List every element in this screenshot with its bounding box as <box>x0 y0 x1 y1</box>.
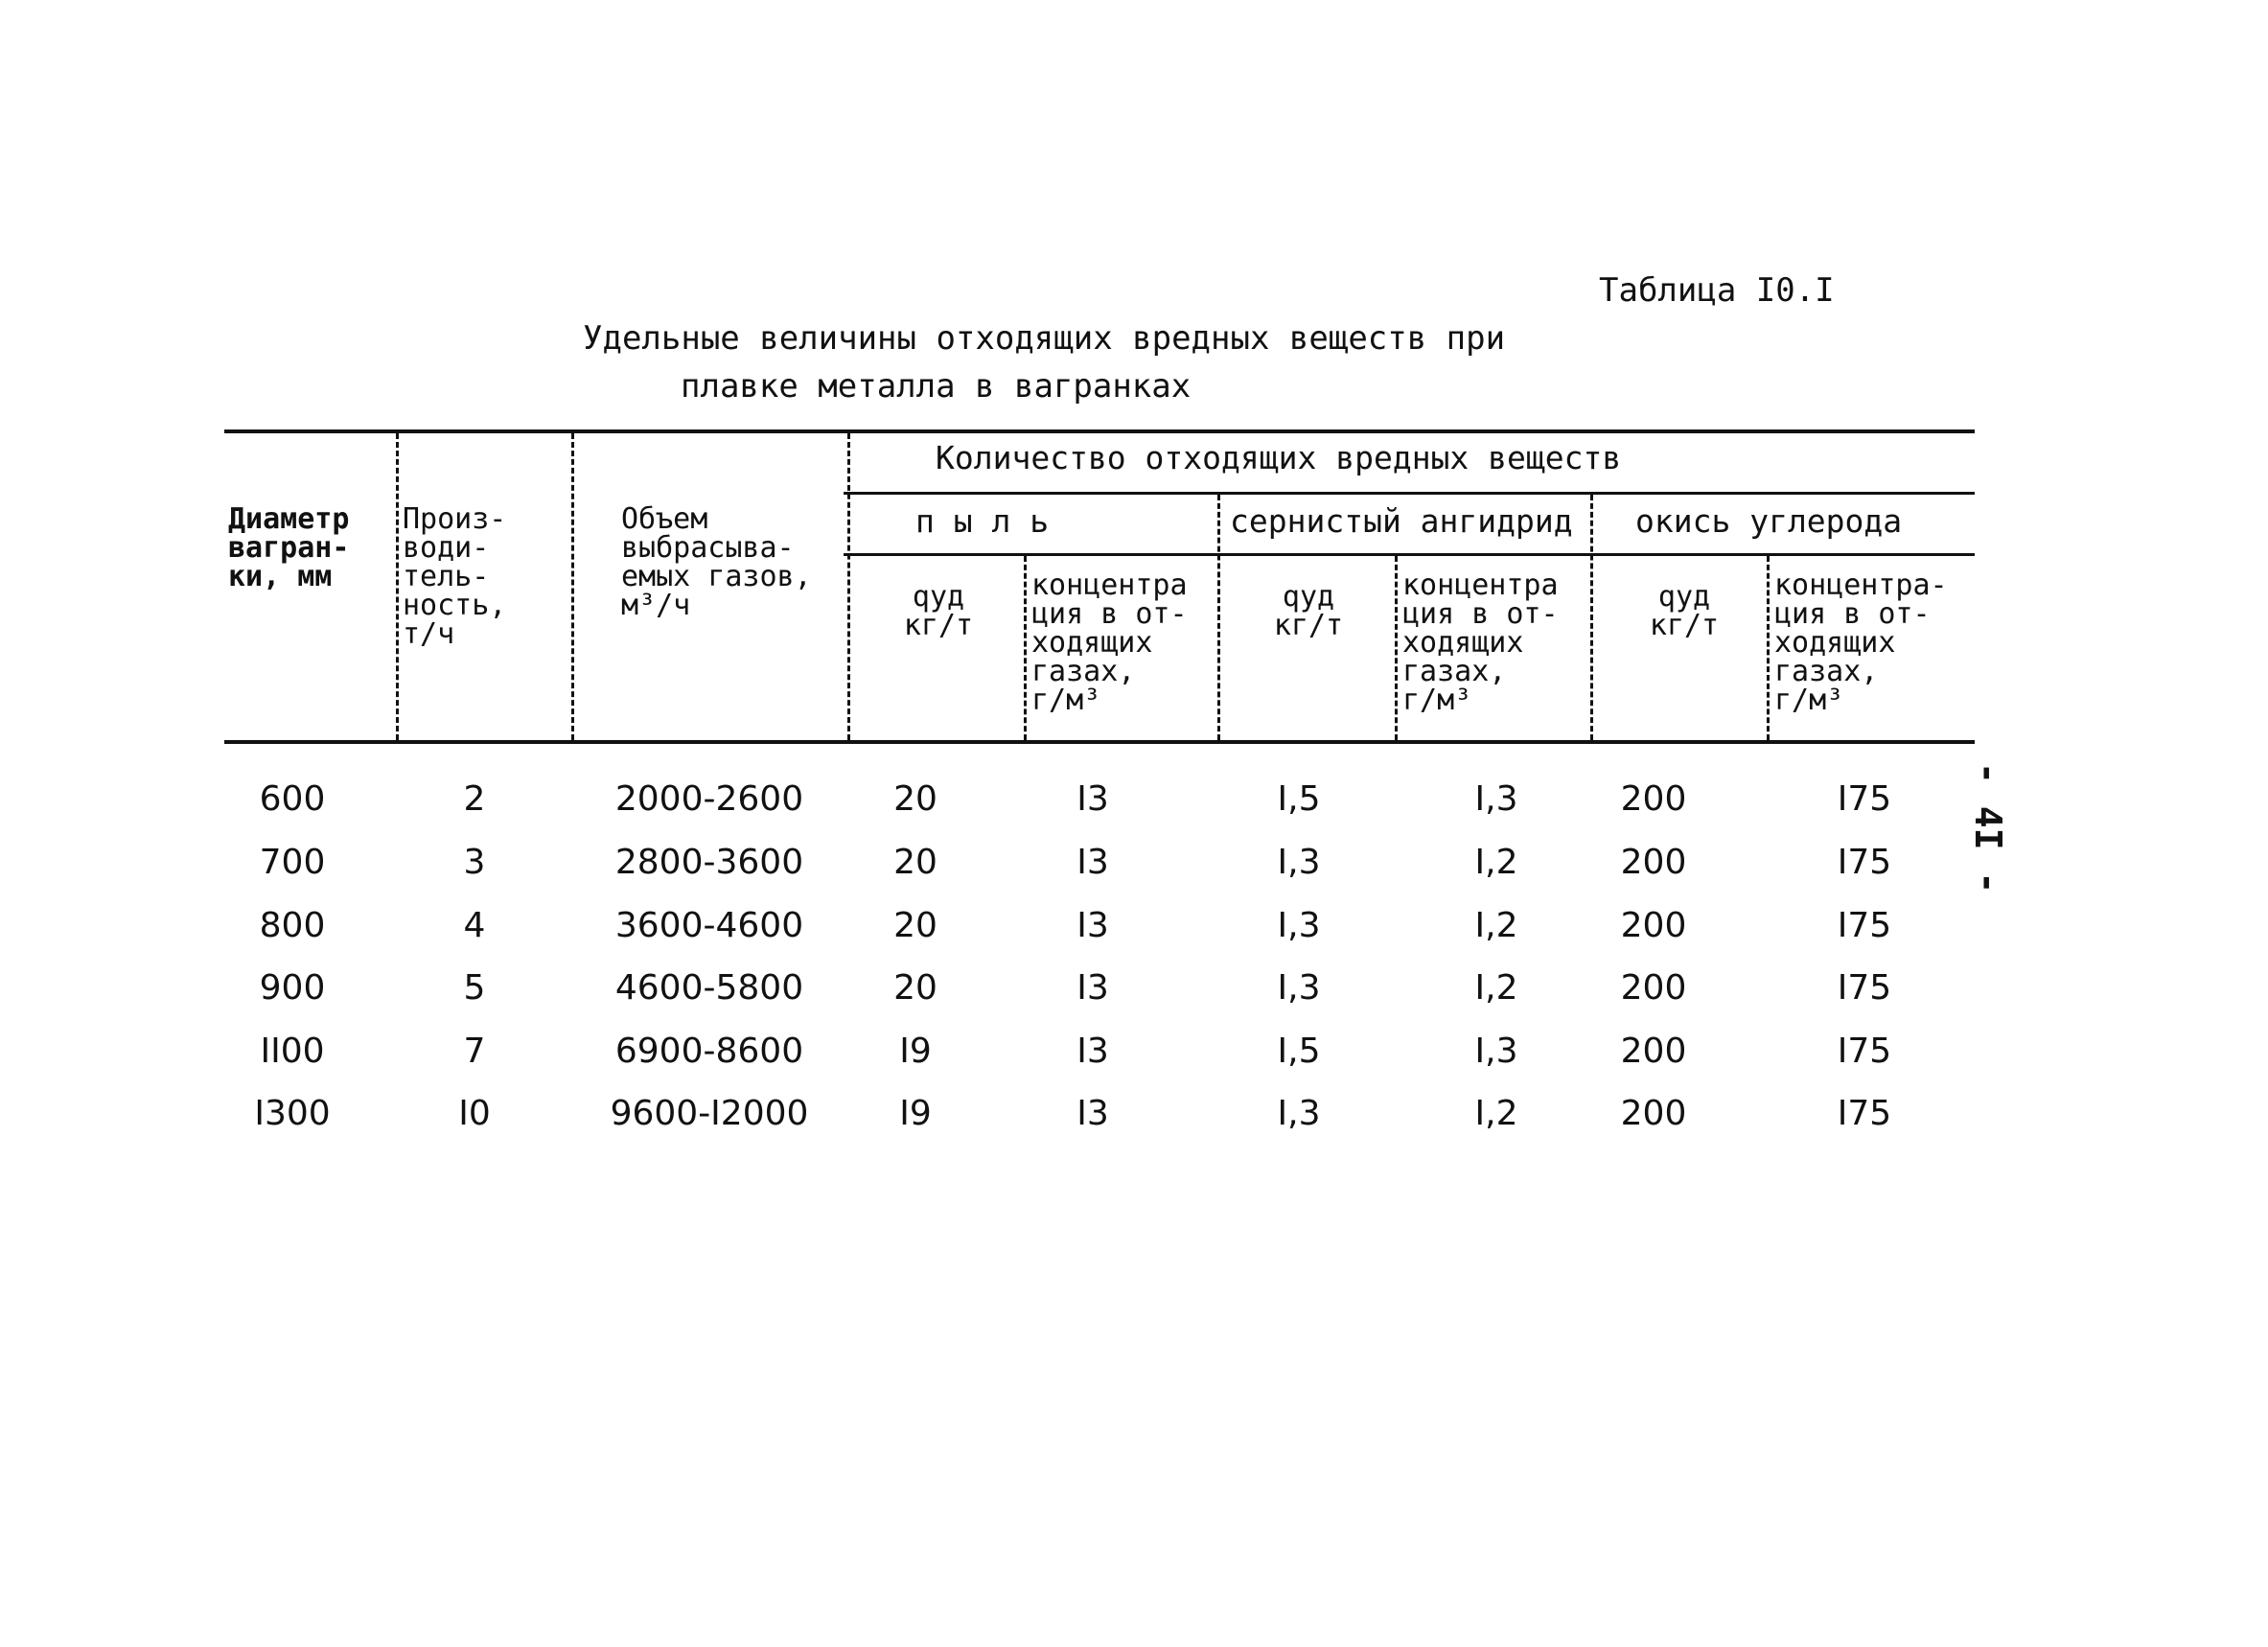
cell-dust-concentration: I3 <box>1076 1094 1109 1133</box>
cell-productivity: 5 <box>463 968 486 1008</box>
cell-dust-specific: I9 <box>899 1094 932 1133</box>
header-carbon-monoxide: окись углерода <box>1635 502 1903 540</box>
cell-diameter: 700 <box>259 843 326 882</box>
column-separator <box>1217 495 1220 740</box>
column-separator <box>396 433 399 740</box>
cell-co-concentration: I75 <box>1837 779 1892 819</box>
header-co-specific: qуд кг/т <box>1649 580 1720 642</box>
cell-productivity: 7 <box>463 1032 486 1071</box>
cell-co-concentration: I75 <box>1837 906 1892 945</box>
cell-dust-concentration: I3 <box>1076 1032 1109 1071</box>
cell-so2-concentration: I,2 <box>1474 843 1518 882</box>
table-title-line-2: плавке металла в вагранках <box>681 367 1192 406</box>
header-sulfur-dioxide: сернистый ангидрид <box>1230 502 1573 540</box>
column-separator <box>1395 556 1398 740</box>
column-separator <box>1024 556 1027 740</box>
cell-co-specific: 200 <box>1620 906 1687 945</box>
cell-so2-concentration: I,3 <box>1474 779 1518 819</box>
header-bottom-rule <box>224 740 1975 744</box>
group-header-rule <box>844 492 1975 495</box>
cell-co-concentration: I75 <box>1837 843 1892 882</box>
cell-dust-concentration: I3 <box>1076 779 1109 819</box>
cell-gas-volume: 9600-I2000 <box>610 1094 809 1133</box>
header-co-concentration: концентра- ция в от- ходящих газах, г/м³ <box>1774 568 1948 717</box>
cell-diameter: 800 <box>259 906 326 945</box>
header-diameter: Диаметр вагран- ки, мм <box>228 502 350 593</box>
cell-so2-concentration: I,3 <box>1474 1032 1518 1071</box>
cell-co-specific: 200 <box>1620 843 1687 882</box>
cell-productivity: 2 <box>463 779 486 819</box>
column-separator <box>1590 495 1593 740</box>
cell-gas-volume: 6900-8600 <box>614 1032 804 1071</box>
page-number: - 4I - <box>1967 762 2009 894</box>
cell-so2-specific: I,5 <box>1277 1032 1321 1071</box>
cell-diameter: II00 <box>260 1032 325 1071</box>
cell-productivity: 3 <box>463 843 486 882</box>
cell-gas-volume: 4600-5800 <box>614 968 804 1008</box>
cell-so2-specific: I,3 <box>1277 843 1321 882</box>
header-gas-volume: Объем выбрасыва- емых газов, м³/ч <box>621 502 812 622</box>
header-so2-specific: qуд кг/т <box>1273 580 1344 642</box>
subgroup-header-rule <box>844 553 1975 556</box>
cell-so2-specific: I,5 <box>1277 779 1321 819</box>
header-dust: п ы л ь <box>915 502 1050 540</box>
cell-diameter: 900 <box>259 968 326 1008</box>
cell-diameter: 600 <box>259 779 326 819</box>
cell-dust-specific: 20 <box>893 906 937 945</box>
cell-dust-concentration: I3 <box>1076 843 1109 882</box>
cell-co-specific: 200 <box>1620 779 1687 819</box>
cell-co-specific: 200 <box>1620 1094 1687 1133</box>
table-top-rule <box>224 429 1975 433</box>
cell-dust-specific: I9 <box>899 1032 932 1071</box>
header-productivity: Произ- води- тель- ность, т/ч <box>403 502 507 651</box>
header-so2-concentration: концентра ция в от- ходящих газах, г/м³ <box>1402 568 1559 717</box>
column-separator <box>847 433 850 740</box>
cell-gas-volume: 2800-3600 <box>614 843 804 882</box>
cell-diameter: I300 <box>254 1094 331 1133</box>
cell-productivity: I0 <box>458 1094 491 1133</box>
header-dust-specific: qуд кг/т <box>903 580 974 642</box>
cell-dust-specific: 20 <box>893 968 937 1008</box>
table-title-line-1: Удельные величины отходящих вредных веществ при <box>583 319 1506 358</box>
cell-gas-volume: 2000-2600 <box>614 779 804 819</box>
cell-dust-specific: 20 <box>893 843 937 882</box>
cell-so2-specific: I,3 <box>1277 906 1321 945</box>
table-caption: Таблица I0.I <box>1599 271 1835 310</box>
cell-dust-concentration: I3 <box>1076 906 1109 945</box>
cell-so2-concentration: I,2 <box>1474 1094 1518 1133</box>
cell-dust-concentration: I3 <box>1076 968 1109 1008</box>
cell-productivity: 4 <box>463 906 486 945</box>
header-dust-concentration: концентра ция в от- ходящих газах, г/м³ <box>1031 568 1188 717</box>
cell-co-concentration: I75 <box>1837 1094 1892 1133</box>
header-harmful-substances: Количество отходящих вредных веществ <box>936 439 1622 476</box>
cell-co-specific: 200 <box>1620 968 1687 1008</box>
cell-so2-specific: I,3 <box>1277 968 1321 1008</box>
cell-so2-specific: I,3 <box>1277 1094 1321 1133</box>
cell-gas-volume: 3600-4600 <box>614 906 804 945</box>
column-separator <box>1767 556 1770 740</box>
column-separator <box>571 433 574 740</box>
cell-co-concentration: I75 <box>1837 968 1892 1008</box>
cell-co-specific: 200 <box>1620 1032 1687 1071</box>
cell-so2-concentration: I,2 <box>1474 968 1518 1008</box>
cell-dust-specific: 20 <box>893 779 937 819</box>
cell-so2-concentration: I,2 <box>1474 906 1518 945</box>
cell-co-concentration: I75 <box>1837 1032 1892 1071</box>
